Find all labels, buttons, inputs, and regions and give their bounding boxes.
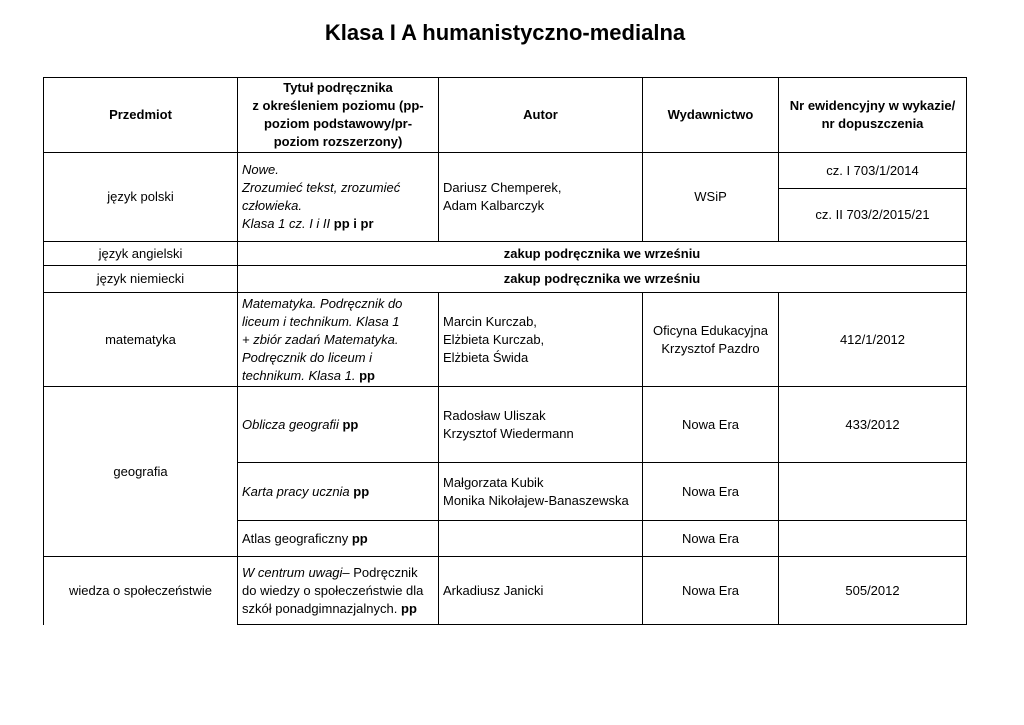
- publisher-geografia-3: Nowa Era: [643, 521, 779, 557]
- header-author: Autor: [439, 78, 643, 153]
- book-level-wos: pp: [401, 600, 417, 616]
- author-polski: [439, 153, 643, 242]
- number-geografia-3: [779, 521, 967, 557]
- author-polski-l2: Adam Kalbarczyk: [443, 198, 545, 213]
- book-title-polski-l4: Klasa 1 cz. I i II: [242, 216, 331, 231]
- author-matematyka-l3: Elżbieta Świda: [443, 349, 529, 365]
- book-level-matematyka: pp: [359, 367, 375, 383]
- book-title-polski: [238, 153, 439, 242]
- textbook-table: [43, 77, 967, 625]
- book-title-geografia-2: [238, 463, 439, 521]
- publisher-wos: Nowa Era: [643, 557, 779, 625]
- book-title-geografia-1-text: Oblicza geografii: [242, 416, 339, 432]
- author-geografia-2-l1: Małgorzata Kubik: [443, 474, 544, 490]
- number-matematyka: 412/1/2012: [779, 293, 967, 387]
- publisher-matematyka-l2: Krzysztof Pazdro: [661, 340, 760, 356]
- note-niemiecki: zakup podręcznika we wrześniu: [238, 266, 967, 293]
- table-row-niemiecki: [44, 266, 967, 293]
- header-number-line1: Nr ewidencyjny w wykazie/: [789, 98, 956, 113]
- book-title-geografia-3: [238, 521, 439, 557]
- number-geografia-1: 433/2012: [779, 387, 967, 463]
- book-level-geografia-2: pp: [353, 483, 370, 499]
- subject-wos: wiedza o społeczeństwie: [44, 557, 238, 625]
- header-row: [44, 78, 967, 153]
- subject-matematyka: matematyka: [44, 293, 238, 387]
- book-title-geografia-2-text: Karta pracy ucznia: [242, 483, 350, 499]
- number-polski-1: cz. I 703/1/2014: [779, 153, 967, 189]
- book-title-matematyka: [238, 293, 439, 387]
- table-row-polski: [44, 153, 967, 189]
- publisher-geografia-1: Nowa Era: [643, 387, 779, 463]
- publisher-matematyka: [643, 293, 779, 387]
- book-title-wos-italic: W centrum uwagi: [242, 564, 343, 580]
- book-title-polski-l3: człowieka.: [242, 198, 302, 213]
- header-book-line1: Tytuł podręcznika: [283, 80, 393, 95]
- book-title-polski-l2: Zrozumieć tekst, zrozumieć: [242, 180, 401, 195]
- header-publisher: Wydawnictwo: [643, 78, 779, 153]
- author-polski-l1: Dariusz Chemperek,: [443, 180, 562, 195]
- header-book-line3: poziom podstawowy/pr-: [263, 116, 413, 131]
- subject-polski: język polski: [44, 153, 238, 242]
- number-wos: 505/2012: [779, 557, 967, 625]
- author-geografia-1: [439, 387, 643, 463]
- publisher-matematyka-l1: Oficyna Edukacyjna: [653, 322, 768, 338]
- book-title-matematyka-l4: Podręcznik do liceum i: [242, 349, 373, 365]
- book-title-polski-l1: Nowe.: [242, 162, 279, 177]
- table-row-matematyka: [44, 293, 967, 387]
- publisher-polski: WSiP: [643, 153, 779, 242]
- book-level-geografia-1: pp: [342, 416, 359, 432]
- author-geografia-1-l2: Krzysztof Wiedermann: [443, 425, 574, 441]
- page-title: Klasa I A humanistyczno-medialna: [324, 20, 686, 45]
- book-title-matematyka-l1: Matematyka. Podręcznik do: [242, 295, 403, 311]
- header-book-title: [238, 78, 439, 153]
- subject-niemiecki: język niemiecki: [44, 266, 238, 293]
- book-level-polski: pp i pr: [333, 216, 374, 231]
- book-title-matematyka-l3: + zbiór zadań Matematyka.: [242, 331, 399, 347]
- author-geografia-2-l2: Monika Nikołajew-Banaszewska: [443, 492, 629, 508]
- book-title-wos-l1-rest: – Podręcznik: [342, 564, 418, 580]
- author-geografia-2: [439, 463, 643, 521]
- header-subject: Przedmiot: [44, 78, 238, 153]
- author-geografia-1-l1: Radosław Uliszak: [443, 407, 546, 423]
- table-row-wos: [44, 557, 967, 625]
- book-title-wos: [238, 557, 439, 625]
- header-number: [779, 78, 967, 153]
- number-polski-2: cz. II 703/2/2015/21: [779, 189, 967, 242]
- author-wos: Arkadiusz Janicki: [439, 557, 643, 625]
- author-geografia-3: [439, 521, 643, 557]
- note-angielski: zakup podręcznika we wrześniu: [238, 242, 967, 266]
- book-title-matematyka-l2: liceum i technikum. Klasa 1: [242, 313, 400, 329]
- book-title-geografia-1: [238, 387, 439, 463]
- table-row-geografia-1: [44, 387, 967, 463]
- publisher-geografia-2: Nowa Era: [643, 463, 779, 521]
- header-number-line2: nr dopuszczenia: [821, 116, 924, 131]
- header-book-line2: z określeniem poziomu (pp-: [252, 98, 424, 113]
- book-title-matematyka-l5: technikum. Klasa 1.: [242, 367, 356, 383]
- number-geografia-2: [779, 463, 967, 521]
- header-book-line4: poziom rozszerzony): [273, 134, 403, 149]
- author-matematyka-l2: Elżbieta Kurczab,: [443, 331, 545, 347]
- subject-geografia: geografia: [44, 387, 238, 557]
- book-title-geografia-3-text: Atlas geograficzny: [242, 530, 349, 546]
- book-level-geografia-3: pp: [351, 530, 368, 546]
- author-matematyka: [439, 293, 643, 387]
- author-matematyka-l1: Marcin Kurczab,: [443, 313, 537, 329]
- book-title-wos-l3: szkół ponadgimnazjalnych.: [242, 600, 398, 616]
- subject-angielski: język angielski: [44, 242, 238, 266]
- table-row-angielski: [44, 242, 967, 266]
- book-title-wos-l2: do wiedzy o społeczeństwie dla: [242, 582, 424, 598]
